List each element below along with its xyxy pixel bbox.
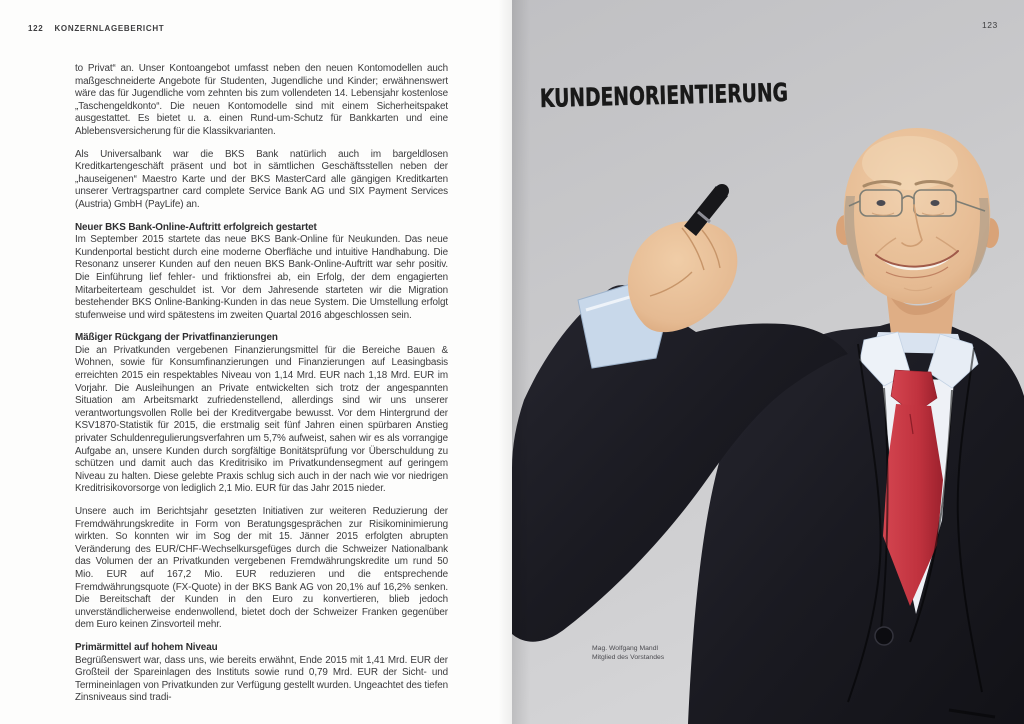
- paragraph: to Privat“ an. Unser Kontoangebot umfasst neben den neuen Kontomodellen auch maßgeschneiderte Angebote für Studenten, Jugendliche und Kinder; erwähnenswert wäre das für Jugendliche vom zehnten bis zum vollendeten 14. Lebensjahr kostenlose „Taschengeldkonto“. Die neuen Kontomodelle sind mit einem Sicherheitspaket ausgestattet. Es bietet u. a. einen Rund-um-Schutz für Bankkarten und eine Ablebensversicherung für die Klassikvarianten.: [75, 63, 448, 137]
- running-header: [28, 24, 164, 33]
- running-header-title: KONZERNLAGEBERICHT: [54, 24, 165, 33]
- section-heading: Neuer BKS Bank-Online-Auftritt erfolgreich gestartet: [75, 221, 317, 233]
- jacket-button: [875, 627, 893, 645]
- right-eye: [931, 200, 940, 206]
- section-heading: Mäßiger Rückgang der Privatfinanzierungen: [75, 332, 278, 344]
- paragraph: Die an Privatkunden vergebenen Finanzierungsmittel für die Bereiche Bauen & Wohnen, sowie für Konsumfinanzierungen und Finanzierungen auf Leasingbasis erreichten 2015 ein respektables Niveau von 1,14 Mrd. EUR nach 1,18 Mrd. EUR im Vorjahr. Die Ausleihungen an Private entwickelten sich trotz der angespannten Situation am Arbeitsmarkt zufriedenstellend, allerdings sind wir uns unserer verantwortungsvollen Rolle bei der Kreditvergabe bewusst. Vor dem Hintergrund der KSV1870-Statistik für 2015, die erstmalig seit fünf Jahren einen spürbaren Anstieg privater Schuldenregulierungsverfahren um 5,7% aufweist, sahen wir es als vorrangige Aufgabe an, unsere Kunden durch sorgfältige Bonitätsprüfung vor Überschuldung zu schützen und damit auch das Kreditrisiko im Privatkundensegment auf geringem Niveau zu halten. Diese gelebte Praxis schlug sich auch in der nach wie vor niedrigen Kreditrisikovorsorge von lediglich 2,1 Mio. EUR für das Jahr 2015 nieder.: [75, 344, 448, 495]
- section-heading: Primärmittel auf hohem Niveau: [75, 641, 218, 653]
- page-number-right: 123: [982, 20, 998, 30]
- paragraph: Als Universalbank war die BKS Bank natürlich auch im bargeldlosen Kreditkartengeschäft präsent und bot in sämtlichen Geschäftsstellen neben der „hauseigenen“ Maestro Karte und der BKS MasterCard alle gängigen Kreditkarten unserer Vertragspartner card complete Service Bank AG und SIX Payment Services (Austria) GmbH (PayLife) an.: [75, 148, 448, 210]
- body-text-column: [75, 63, 448, 715]
- caption-name: Mag. Wolfgang Mandl: [592, 645, 658, 652]
- page-gutter-shadow: [498, 0, 512, 724]
- paragraph: Im September 2015 startete das neue BKS Bank-Online für Neukunden. Das neue Kundenportal besticht durch eine moderne Oberfläche und intuitive Handhabung. Die Resonanz unserer Kunden auf den neuen BKS Bank-Online-Auftritt war sehr positiv. Die Einführung lief fehler- und friktionsfrei ab, ein Erfolg, der dem engagierten Mitarbeiterteam geschuldet ist. Vor dem Jahresende starteten wir die Migration bestehender BKS Online-Banking-Kunden in das neue System. Die Umstellung erfolgt stufenweise und wird spätestens im zweiten Quartal 2016 abgeschlossen sein.: [75, 234, 448, 321]
- right-page-photo: [512, 0, 1024, 724]
- headline-kundenorientierung: KUNDENORIENTIERUNG: [539, 75, 872, 113]
- left-eye: [877, 200, 886, 206]
- caption-role: Mitglied des Vorstandes: [592, 654, 665, 661]
- paragraph: Unsere auch im Berichtsjahr gesetzten Initiativen zur weiteren Reduzierung der Fremdwährungskredite in Form von Beratungsgesprächen zur Risikominimierung wirkten. So konnten wir im Sog der mit 15. Jänner 2015 erfolgten abrupten Veränderung des EUR/CHF-Wechselkursgefüges durch die Schweizer Nationalbank das Volumen der an Privatkunden vergebenen Fremdwährungskredite um rund 50 Mio. EUR auf 167,2 Mio. EUR reduzieren und die entsprechende Fremdwährungsquote (FX-Quote) in der BKS Bank AG von 20,1% auf 16,2% senken. Die Bereitschaft der Kunden in den Euro zu konvertieren, blieb jedoch unverständlicherweise endenwollend, bietet doch der Schweizer Franken gegenüber dem Euro keinen Zinsvorteil mehr.: [75, 506, 448, 631]
- page-number-left: 122: [28, 24, 44, 33]
- portrait-photo: [512, 0, 1024, 724]
- paragraph: Begrüßenswert war, dass uns, wie bereits erwähnt, Ende 2015 mit 1,41 Mrd. EUR der Großteil der Spareinlagen des Instituts sowie rund 0,79 Mrd. EUR der Sicht- und Termineinlagen von Privatkunden zur Verfügung gestellt wurden. Ungeachtet des tiefen Zinsniveaus sind tradi-: [75, 654, 448, 704]
